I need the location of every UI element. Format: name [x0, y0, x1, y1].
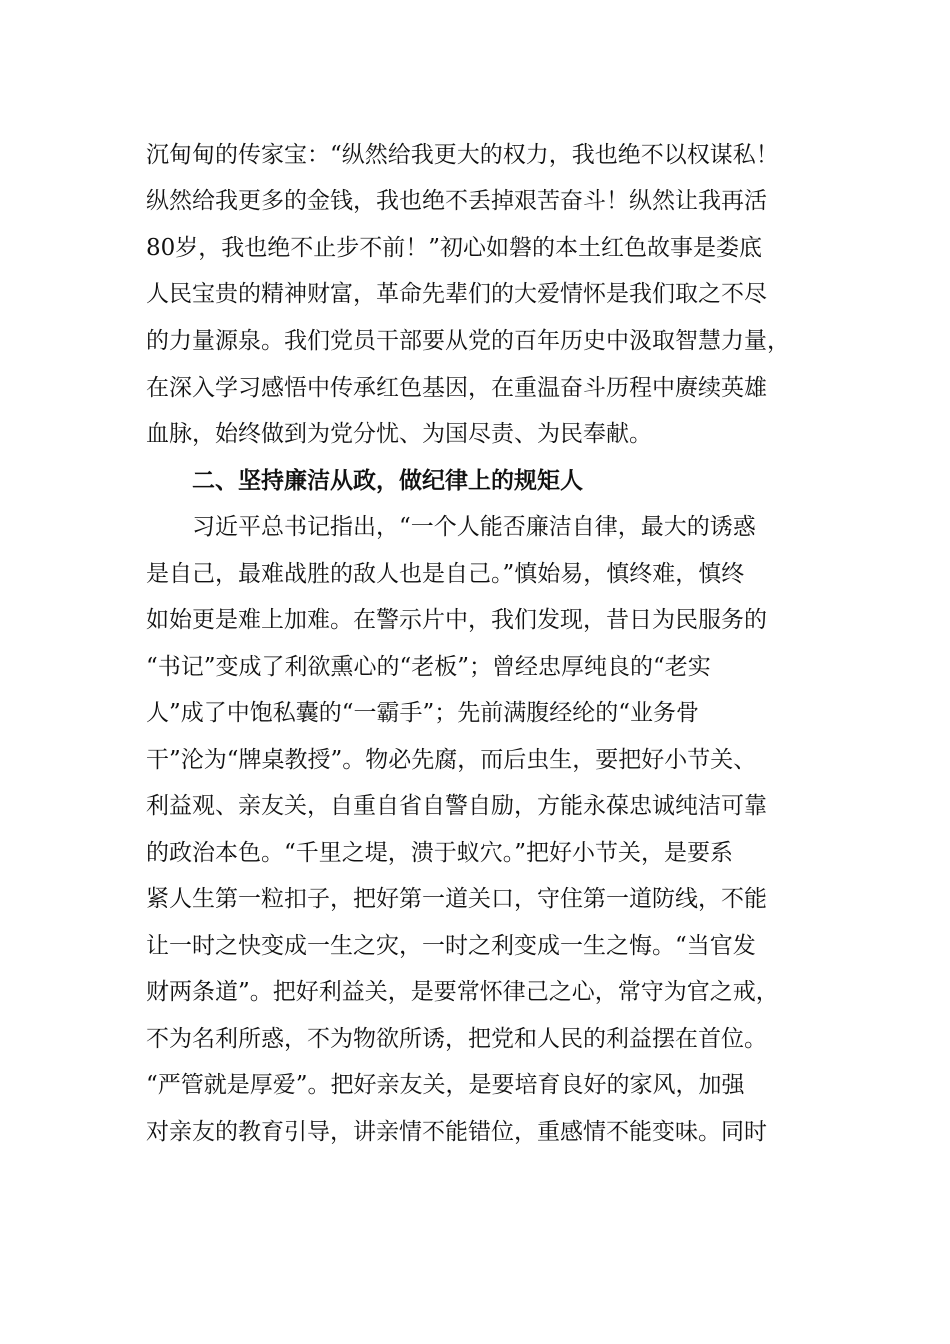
section-heading: 二、坚持廉洁从政，做纪律上的规矩人 [192, 467, 583, 494]
text-line: 紧人生第一粒扣子，把好第一道关口，守住第一道防线，不能 [146, 886, 767, 912]
text-line: 在深入学习感悟中传承红色基因，在重温奋斗历程中赓续英雄 [146, 375, 767, 401]
text-line: 血脉，始终做到为党分忧、为国尽责、为民奉献。 [146, 421, 652, 447]
text-line: 财两条道”。把好利益关，是要常怀律己之心，常守为官之戒， [146, 979, 779, 1005]
text-line: 利益观、亲友关，自重自省自警自励，方能永葆忠诚纯洁可靠 [146, 793, 767, 819]
text-line: 干”沦为“牌桌教授”。物必先腐，而后虫生，要把好小节关、 [146, 747, 757, 773]
paragraph-first-line: 习近平总书记指出，“一个人能否廉洁自律，最大的诱惑 [192, 514, 756, 540]
text-line: 沉甸甸的传家宝：“纵然给我更大的权力，我也绝不以权谋私！ [146, 142, 779, 168]
text-line: 是自己，最难战胜的敌人也是自己。”慎始易，慎终难，慎终 [146, 561, 745, 587]
text-line: 的政治本色。“千里之堤，溃于蚁穴。”把好小节关，是要系 [146, 840, 734, 866]
document-body [146, 0, 806, 1344]
text-line: “书记”变成了利欲熏心的“老板”；曾经忠厚纯良的“老实 [146, 654, 711, 680]
text-line: 对亲友的教育引导，讲亲情不能错位，重感情不能变味。同时 [146, 1119, 767, 1145]
text-line: “严管就是厚爱”。把好亲友关，是要培育良好的家风，加强 [146, 1072, 745, 1098]
text-line: 80岁，我也绝不止步不前！”初心如磐的本土红色故事是娄底 [146, 235, 763, 261]
text-line: 人”成了中饱私囊的“一霸手”；先前满腹经纶的“业务骨 [146, 700, 700, 726]
text-line: 让一时之快变成一生之灾，一时之利变成一生之悔。“当官发 [146, 933, 756, 959]
text-line: 不为名利所惑，不为物欲所诱，把党和人民的利益摆在首位。 [146, 1026, 767, 1052]
text-line: 人民宝贵的精神财富，革命先辈们的大爱情怀是我们取之不尽 [146, 281, 767, 307]
text-line: 的力量源泉。我们党员干部要从党的百年历史中汲取智慧力量， [146, 328, 790, 354]
text-line: 纵然给我更多的金钱，我也绝不丢掉艰苦奋斗！纵然让我再活 [146, 188, 767, 214]
text-line: 如始更是难上加难。在警示片中，我们发现，昔日为民服务的 [146, 607, 767, 633]
